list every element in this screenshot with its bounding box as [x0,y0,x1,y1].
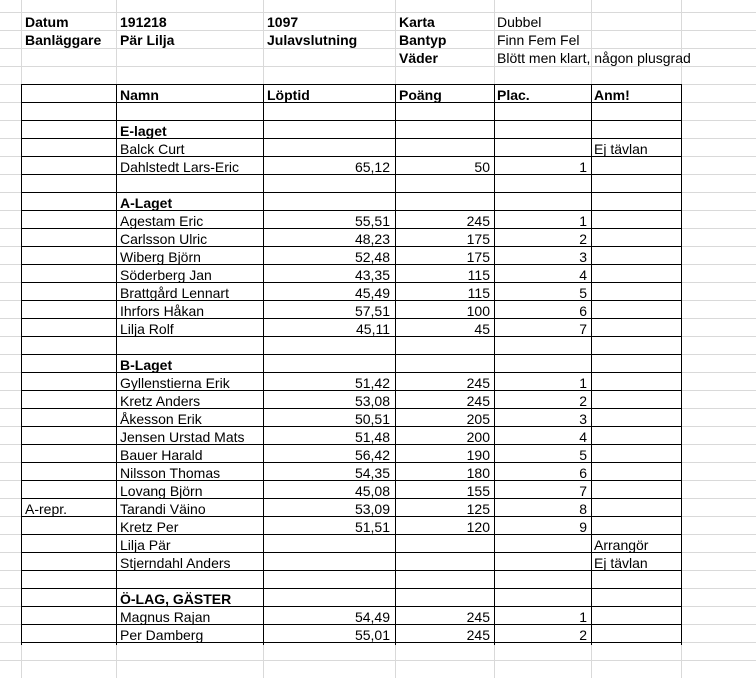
name-cell[interactable]: Lovang Björn [120,483,203,499]
time-cell[interactable]: 51,42 [354,375,390,391]
bantyp-label[interactable]: Bantyp [399,32,447,48]
points-cell[interactable]: 245 [466,609,490,625]
points-cell[interactable] [398,140,490,158]
note-cell[interactable] [25,320,113,338]
place-cell[interactable]: 8 [579,501,587,517]
time-cell[interactable]: 55,51 [354,213,390,229]
remark-cell[interactable] [594,302,680,320]
table-column-border [494,84,495,645]
time-cell[interactable]: 57,51 [354,303,390,319]
remark-cell[interactable] [594,374,680,392]
time-cell[interactable]: 54,49 [354,609,390,625]
time-cell[interactable]: 45,11 [356,321,390,337]
points-cell[interactable]: 50 [474,159,490,175]
place-cell[interactable]: 3 [579,411,587,427]
name-cell[interactable]: Brattgård Lennart [120,285,229,301]
points-cell[interactable]: 200 [466,429,490,445]
header-plac[interactable]: Plac. [497,87,530,103]
note-cell[interactable] [25,428,113,446]
name-cell[interactable]: Balck Curt [120,141,185,157]
group-title[interactable]: E-laget [120,123,167,139]
name-cell[interactable]: Lilja Rolf [120,321,174,337]
points-cell[interactable]: 155 [466,483,490,499]
karta-value[interactable]: Dubbel [497,14,542,30]
vader-label[interactable]: Väder [399,50,438,66]
header-anm[interactable]: Anm! [594,87,630,103]
note-cell[interactable] [25,374,113,392]
time-cell[interactable]: 56,42 [354,447,390,463]
place-cell[interactable] [497,536,587,554]
place-cell[interactable]: 3 [579,249,587,265]
table-row-border [21,354,682,355]
points-cell[interactable] [398,554,490,572]
note-cell[interactable] [25,302,113,320]
points-cell[interactable]: 245 [466,213,490,229]
name-cell[interactable]: Wiberg Björn [120,249,201,265]
remark-cell[interactable] [594,428,680,446]
points-cell[interactable]: 115 [467,285,490,301]
group-title[interactable]: A-Laget [120,195,173,211]
name-cell[interactable]: Magnus Rajan [120,609,211,625]
table-column-border [591,84,592,645]
name-cell[interactable]: Bauer Harald [120,447,203,463]
time-cell[interactable]: 50,51 [354,411,390,427]
remark-cell[interactable] [594,626,680,644]
remark-cell[interactable]: Ej tävlan [594,555,648,571]
remark-cell[interactable] [594,410,680,428]
table-column-border [395,84,396,645]
remark-cell[interactable] [594,446,680,464]
table-column-border [21,84,22,645]
time-cell[interactable]: 51,51 [354,519,390,535]
name-cell[interactable]: Gyllenstierna Erik [120,375,230,391]
name-cell[interactable]: Dahlstedt Lars-Eric [120,159,240,175]
note-cell[interactable] [25,410,113,428]
remark-cell[interactable] [594,320,680,338]
points-cell[interactable]: 100 [466,303,490,319]
name-cell[interactable]: Agestam Eric [120,213,204,229]
header-namn[interactable]: Namn [120,87,159,103]
table-column-border [681,84,682,645]
place-cell[interactable]: 2 [579,231,587,247]
time-cell[interactable]: 51,48 [354,429,390,445]
points-cell[interactable]: 125 [466,501,490,517]
points-cell[interactable]: 245 [466,627,490,643]
note-cell[interactable] [25,230,113,248]
note-cell[interactable] [25,464,113,482]
remark-cell[interactable] [594,392,680,410]
name-cell[interactable]: Åkesson Erik [120,411,202,427]
time-cell[interactable] [266,554,390,572]
note-cell[interactable] [25,626,113,644]
table-column-border [263,84,264,645]
table-row-border [21,120,682,121]
name-cell[interactable]: Carlsson Ulric [120,231,208,247]
remark-cell[interactable] [594,464,680,482]
event-number[interactable]: 1097 [267,14,299,30]
points-cell[interactable]: 115 [467,267,490,283]
remark-cell[interactable] [594,248,680,266]
remark-cell[interactable]: Ej tävlan [594,141,648,157]
group-title[interactable]: Ö-LAG, GÄSTER [120,591,232,607]
name-cell[interactable]: Jensen Urstad Mats [120,429,245,445]
points-cell[interactable]: 180 [466,465,490,481]
remark-cell[interactable] [594,608,680,626]
name-cell[interactable]: Lilja Pär [120,537,171,553]
remark-cell[interactable] [594,500,680,518]
remark-cell[interactable] [594,518,680,536]
points-cell[interactable]: 205 [466,411,490,427]
name-cell[interactable]: Kretz Anders [120,393,201,409]
place-cell[interactable]: 6 [579,465,587,481]
note-cell[interactable] [25,266,113,284]
place-cell[interactable]: 1 [579,375,587,391]
place-cell[interactable]: 4 [579,267,587,283]
place-cell[interactable]: 4 [579,429,587,445]
note-cell[interactable] [25,248,113,266]
karta-label[interactable]: Karta [399,14,435,30]
place-cell[interactable]: 2 [579,627,587,643]
points-cell[interactable]: 45 [474,321,490,337]
name-cell[interactable]: Per Damberg [120,627,204,643]
time-cell[interactable]: 53,08 [354,393,390,409]
place-cell[interactable]: 1 [579,609,587,625]
table-row-border [21,588,682,589]
note-cell[interactable] [25,554,113,572]
note-cell[interactable] [25,446,113,464]
place-cell[interactable]: 9 [579,519,587,535]
banlaggare-label[interactable]: Banläggare [25,32,102,48]
remark-cell[interactable]: Arrangör [594,537,649,553]
time-cell[interactable]: 55,01 [354,627,390,643]
time-cell[interactable]: 48,23 [354,231,390,247]
name-cell[interactable]: Ihrfors Håkan [120,303,205,319]
group-title[interactable]: B-Laget [120,357,173,373]
note-cell[interactable] [25,482,113,500]
place-cell[interactable]: 6 [579,303,587,319]
place-cell[interactable]: 1 [579,159,587,175]
place-cell[interactable]: 5 [579,285,587,301]
place-cell[interactable]: 7 [579,321,587,337]
bantyp-value[interactable]: Finn Fem Fel [497,32,580,48]
time-cell[interactable]: 43,35 [354,267,390,283]
points-cell[interactable]: 190 [466,447,490,463]
time-cell[interactable]: 45,08 [354,483,390,499]
header-poang[interactable]: Poäng [399,87,442,103]
name-cell[interactable]: Nilsson Thomas [120,465,221,481]
place-cell[interactable]: 2 [579,393,587,409]
remark-cell[interactable] [594,266,680,284]
name-cell[interactable]: Stjerndahl Anders [120,555,231,571]
place-cell[interactable]: 7 [579,483,587,499]
name-cell[interactable]: Söderberg Jan [120,267,212,283]
points-cell[interactable] [398,536,490,554]
grid-row-line [0,660,756,661]
table-column-border [116,84,117,645]
name-cell[interactable]: Kretz Per [120,519,179,535]
note-cell[interactable] [25,158,113,176]
remark-cell[interactable] [594,284,680,302]
note-cell[interactable] [25,212,113,230]
name-cell[interactable]: Tarandi Väino [120,501,206,517]
note-cell[interactable] [25,284,113,302]
points-cell[interactable]: 120 [466,519,490,535]
header-loptid[interactable]: Löptid [267,87,310,103]
banlaggare-value[interactable]: Pär Lilja [120,32,175,48]
place-cell[interactable] [497,554,587,572]
place-cell[interactable]: 1 [579,213,587,229]
remark-cell[interactable] [594,230,680,248]
note-cell[interactable] [25,140,113,158]
table-row-border [21,84,682,85]
vader-value[interactable]: Blött men klart, någon plusgrad [497,50,691,66]
table-row-border [21,192,682,193]
time-cell[interactable]: 65,12 [354,159,390,175]
time-cell[interactable] [266,536,390,554]
time-cell[interactable]: 45,49 [354,285,390,301]
place-cell[interactable]: 5 [579,447,587,463]
remark-cell[interactable] [594,212,680,230]
event-name[interactable]: Julavslutning [267,32,358,48]
points-cell[interactable]: 175 [466,231,490,247]
note-cell[interactable] [25,536,113,554]
points-cell[interactable]: 175 [466,249,490,265]
note-cell[interactable] [25,392,113,410]
time-cell[interactable]: 53,09 [354,501,390,517]
datum-value[interactable]: 191218 [120,14,167,30]
note-cell[interactable] [25,608,113,626]
time-cell[interactable] [266,140,390,158]
time-cell[interactable]: 54,35 [354,465,390,481]
points-cell[interactable]: 245 [466,375,490,391]
remark-cell[interactable] [594,482,680,500]
note-cell[interactable]: A-repr. [25,501,68,517]
note-cell[interactable] [25,518,113,536]
datum-label[interactable]: Datum [25,14,69,30]
place-cell[interactable] [497,140,587,158]
time-cell[interactable]: 52,48 [354,249,390,265]
points-cell[interactable]: 245 [466,393,490,409]
remark-cell[interactable] [594,158,680,176]
